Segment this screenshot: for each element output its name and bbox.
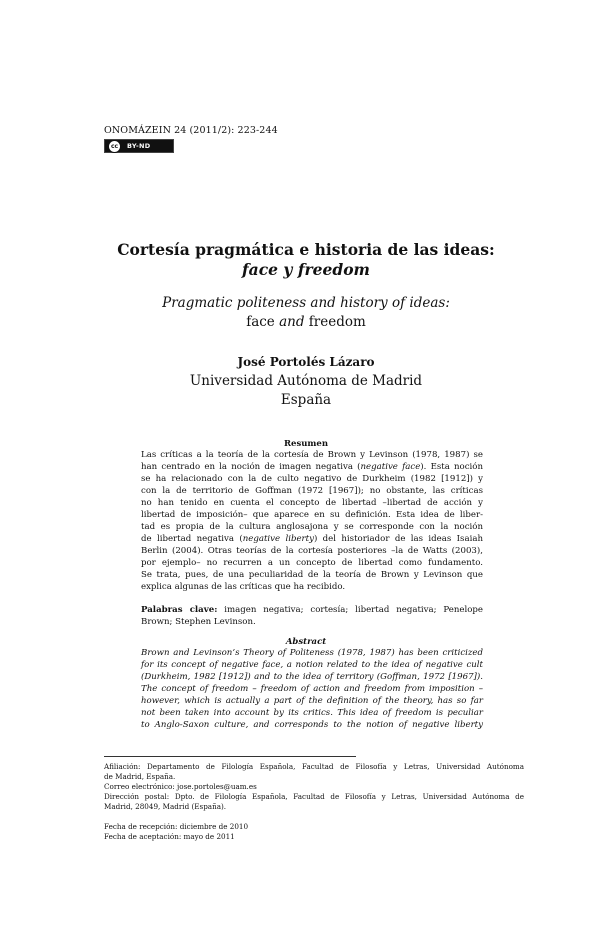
abstract-line: to Anglo-Saxon culture, and corresponds to the notion of negative liberty — [141, 720, 483, 730]
license-label: BY-ND — [127, 142, 151, 150]
journal-reference: ONOMÁZEIN 24 (2011/2): 223-244 — [104, 125, 278, 136]
author-affiliation: Universidad Autónoma de Madrid — [189, 373, 423, 389]
footnote-email[interactable]: Correo electrónico: jose.portoles@uam.es — [104, 782, 257, 791]
subtitle-and: and — [279, 314, 305, 330]
received-date: Fecha de recepción: diciembre de 2010 — [104, 822, 249, 831]
abstract-line: not been taken into account by its critics. This idea of freedom is peculiar — [141, 708, 483, 718]
abstract-body — [141, 647, 483, 731]
abstract-line: for its concept of negative face, a notion related to the idea of negative cult — [141, 660, 483, 670]
footnote-line: de Madrid, España. — [104, 772, 176, 781]
footnote-line: Afiliación: Departamento de Filología Española, Facultad de Filosofía y Letras, Universidad Autónoma — [104, 762, 524, 771]
resumen-line: explica algunas de las críticas que ha recibido. — [141, 582, 346, 592]
keywords-list-cont: Brown; Stephen Levinson. — [141, 617, 256, 627]
resumen-line: con la de territorio de Goffman (1972 [1967]); no obstante, las críticas — [141, 486, 483, 496]
subtitle-line-1: Pragmatic politeness and history of ideas: — [162, 295, 450, 311]
submission-dates — [104, 822, 404, 842]
resumen-line: no han tenido en cuenta el concepto de libertad –libertad de acción y — [141, 498, 483, 508]
title-line-1: Cortesía pragmática e historia de las ideas: — [117, 240, 495, 259]
abstract-line: The concept of freedom – freedom of action and freedom from imposition – — [141, 684, 483, 694]
accepted-date: Fecha de aceptación: mayo de 2011 — [104, 832, 235, 841]
resumen-line: libertad de imposición– que aparece en su definición. Esta idea de liber- — [141, 510, 483, 520]
author-country: España — [280, 392, 332, 408]
keywords-label: Palabras clave: — [141, 605, 218, 615]
subtitle-line-2 — [0, 314, 612, 330]
resumen-line: de libertad negativa (negative liberty) del historiador de las ideas Isaiah — [141, 534, 483, 544]
subtitle-face: face — [246, 314, 280, 330]
resumen-line: por ejemplo– no recurren a un concepto de libertad como fundamento. — [141, 558, 483, 568]
resumen-body — [141, 449, 483, 593]
footnote-divider — [104, 756, 356, 757]
abstract-line: (Durkheim, 1982 [1912]) and to the idea of territory (Goffman, 1972 [1967]). — [141, 672, 483, 682]
subtitle-freedom: freedom — [304, 314, 366, 330]
cc-icon: cc — [108, 140, 121, 153]
title-line-2: face y freedom — [242, 260, 370, 279]
footnotes — [104, 762, 524, 812]
resumen-line: Se trata, pues, de una peculiaridad de la teoría de Brown y Levinson que — [141, 570, 483, 580]
keywords-list: imagen negativa; cortesía; libertad negativa; Penelope — [217, 605, 483, 615]
resumen-heading: Resumen — [283, 439, 329, 449]
author-name: José Portolés Lázaro — [237, 355, 375, 369]
footnote-line: Dirección postal: Dpto. de Filología Española, Facultad de Filosofía y Letras, Universidad Autónoma de — [104, 792, 524, 801]
abstract-line: Brown and Levinson’s Theory of Politeness (1978, 1987) has been criticized — [141, 648, 483, 658]
abstract-line: however, which is actually a part of the definition of the theory, has so far — [141, 696, 483, 706]
keywords — [141, 604, 483, 628]
license-badge[interactable] — [104, 139, 174, 153]
resumen-line: se ha relacionado con la de culto negativo de Durkheim (1982 [1912]) y — [141, 474, 483, 484]
resumen-line: Las críticas a la teoría de la cortesía de Brown y Levinson (1978, 1987) se — [141, 450, 483, 460]
resumen-line: Berlin (2004). Otras teorías de la cortesía posteriores –la de Watts (2003), — [141, 546, 483, 556]
resumen-line: han centrado en la noción de imagen negativa (negative face). Esta noción — [141, 462, 484, 472]
resumen-line: tad es propia de la cultura anglosajona y se corresponde con la noción — [141, 522, 483, 532]
abstract-heading: Abstract — [285, 637, 327, 647]
footnote-line: Madrid, 28049, Madrid (España). — [104, 802, 227, 811]
